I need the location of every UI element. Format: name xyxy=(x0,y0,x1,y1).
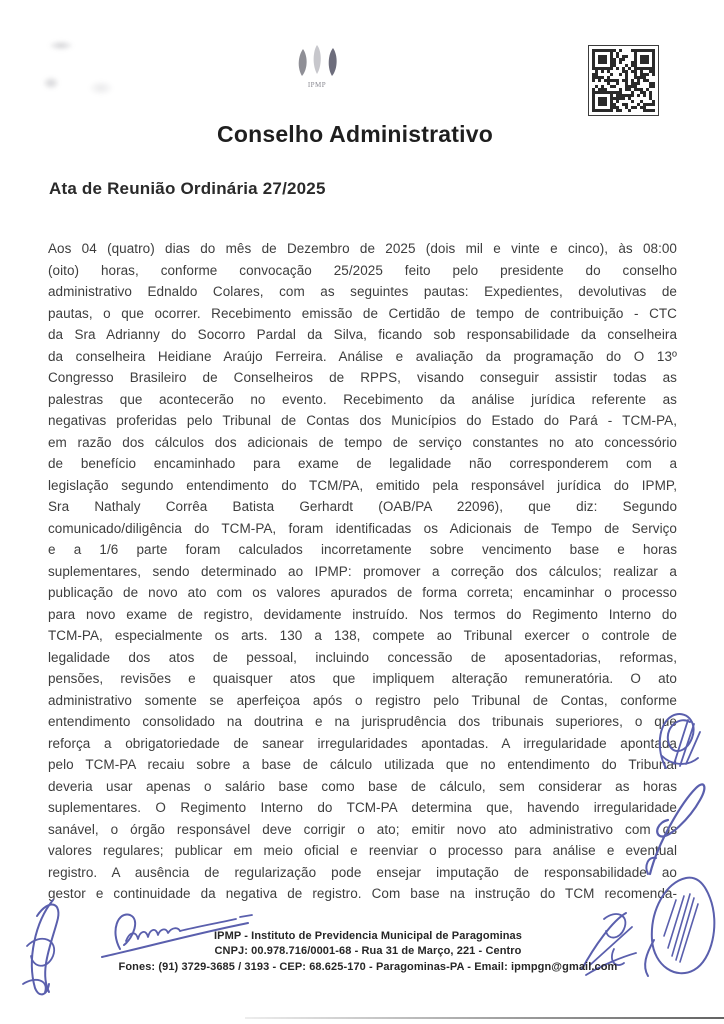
body-line: suplementares. O Regimento Interno do TCM-PA determina que, havendo irregularidade xyxy=(48,800,677,815)
body-line: sanável, o órgão responsável deve corrigir o ato; emitir novo ato administrativo com os xyxy=(48,821,677,837)
body-line: da Sra Adrianny do Socorro Pardal da Silva, ficando sob responsabilidade da conselheira xyxy=(48,327,677,342)
scan-edge-artifact xyxy=(245,1017,724,1019)
body-line: de benefício encaminhado para exame de legalidade não corresponderem com a xyxy=(48,456,677,471)
body-line: Congresso Brasileiro de Conselheiros de RPPS, visando conseguir assistir todas as xyxy=(48,370,677,385)
body-line: administrativo Ednaldo Colares, com as seguintes pautas: Expedientes, devolutivas de xyxy=(48,284,677,299)
footer-org-name: IPMP - Instituto de Previdencia Municipal de Paragominas xyxy=(214,930,522,942)
footer-contact-info: Fones: (91) 3729-3685 / 3193 - CEP: 68.625-170 - Paragominas-PA - Email: ipmpgn@gmail.com xyxy=(118,960,618,973)
signature-ink-right-2 xyxy=(638,778,718,878)
scan-smudge xyxy=(48,40,74,51)
body-line: e a 1/6 parte foram calculados incorretamente sobre vencimento base e horas xyxy=(48,542,677,557)
qr-code xyxy=(588,45,659,116)
body-line: entendimento consolidado na doutrina e na jurisprudência dos tribunais superiores, o que xyxy=(48,714,677,729)
body-line: reforça a obrigatoriedade de sanear irregularidades apontadas. A irregularidade apontada xyxy=(48,735,677,751)
body-line: legislação segundo entendimento do TCM/PA, emitido pela responsável jurídica do IPMP, xyxy=(48,477,677,493)
body-line: pelo TCM-PA recaiu sobre a base de cálculo utilizada que no entendimento do Tribunal xyxy=(48,757,677,772)
footer xyxy=(0,929,724,975)
body-line: (oito) horas, conforme convocação 25/2025 feito pelo presidente do conselho xyxy=(48,262,677,278)
body-line: em razão dos cálculos dos adicionais de tempo de serviço constantes no ato concessório xyxy=(48,434,677,450)
body-line: publicação de novo ato com os valores apurados de forma correta; encaminhar o processo xyxy=(48,585,677,600)
signature-ink-right-1 xyxy=(646,706,716,781)
body-line: suplementares, sendo determinado ao IPMP: promover a correção dos cálculos; realizar a xyxy=(48,563,677,579)
body-line: negativas proferidas pelo Tribunal de Contas dos Municípios do Estado do Pará - TCM-PA, xyxy=(48,413,677,428)
body-line: deveria usar apenas o salário base como base de cálculo, sem considerar as horas xyxy=(48,778,677,794)
body-line: palestras que acontecerão no evento. Recebimento da análise jurídica referente as xyxy=(48,391,677,407)
body-line: pensões, revisões e quaisquer atos que impliquem alteração remuneratória. O ato xyxy=(48,671,677,686)
scan-smudge xyxy=(88,80,114,96)
body-line: administrativo somente se aperfeiçoa após o registro pelo Tribunal de Contas, conforme xyxy=(48,692,677,708)
ipmp-logo-text: IPMP xyxy=(307,81,327,89)
document-title: Conselho Administrativo xyxy=(217,121,493,147)
body-line: pautas, o que ocorrer. Recebimento emissão de Certidão de tempo de contribuição - CTC xyxy=(48,305,677,321)
ipmp-logo xyxy=(294,44,340,89)
body-line: TCM-PA, especialmente os arts. 130 a 138, compete ao Tribunal exercer o controle de xyxy=(48,628,677,643)
body-line: Sra Nathaly Corrêa Batista Gerhardt (OAB/PA 22096), que diz: Segundo xyxy=(48,499,677,514)
document-subtitle: Ata de Reunião Ordinária 27/2025 xyxy=(49,179,326,198)
body-line: comunicado/diligência do TCM-PA, foram identificadas os Adicionais de Tempo de Serviço xyxy=(48,520,677,536)
body-line: da conselheira Heidiane Araújo Ferreira. Análise e avaliação da programação do O 13º xyxy=(48,348,677,364)
body-line: registro. A ausência de regularização pode ensejar imputação de responsabilidade ao xyxy=(48,864,677,880)
ipmp-logo-leaves xyxy=(294,44,340,80)
body-line: valores regulares; publicar em meio oficial e reenviar o processo para análise e eventual xyxy=(48,843,677,858)
body-line: para novo exame de registro, devidamente instruído. Nos termos do Regimento Interno do xyxy=(48,606,677,622)
body-line: gestor e continuidade da negativa de registro. Com base na instrução do TCM recomenda- xyxy=(48,886,677,901)
body-line: Aos 04 (quatro) dias do mês de Dezembro de 2025 (dois mil e vinte e cinco), às 08:00 xyxy=(48,241,677,256)
scan-smudge xyxy=(42,76,60,90)
minutes-body xyxy=(48,238,677,905)
footer-cnpj-address: CNPJ: 00.978.716/0001-68 - Rua 31 de Março, 221 - Centro xyxy=(214,945,522,958)
body-line: legalidade dos atos de pessoal, incluindo concessão de aposentadorias, reformas, xyxy=(48,649,677,665)
